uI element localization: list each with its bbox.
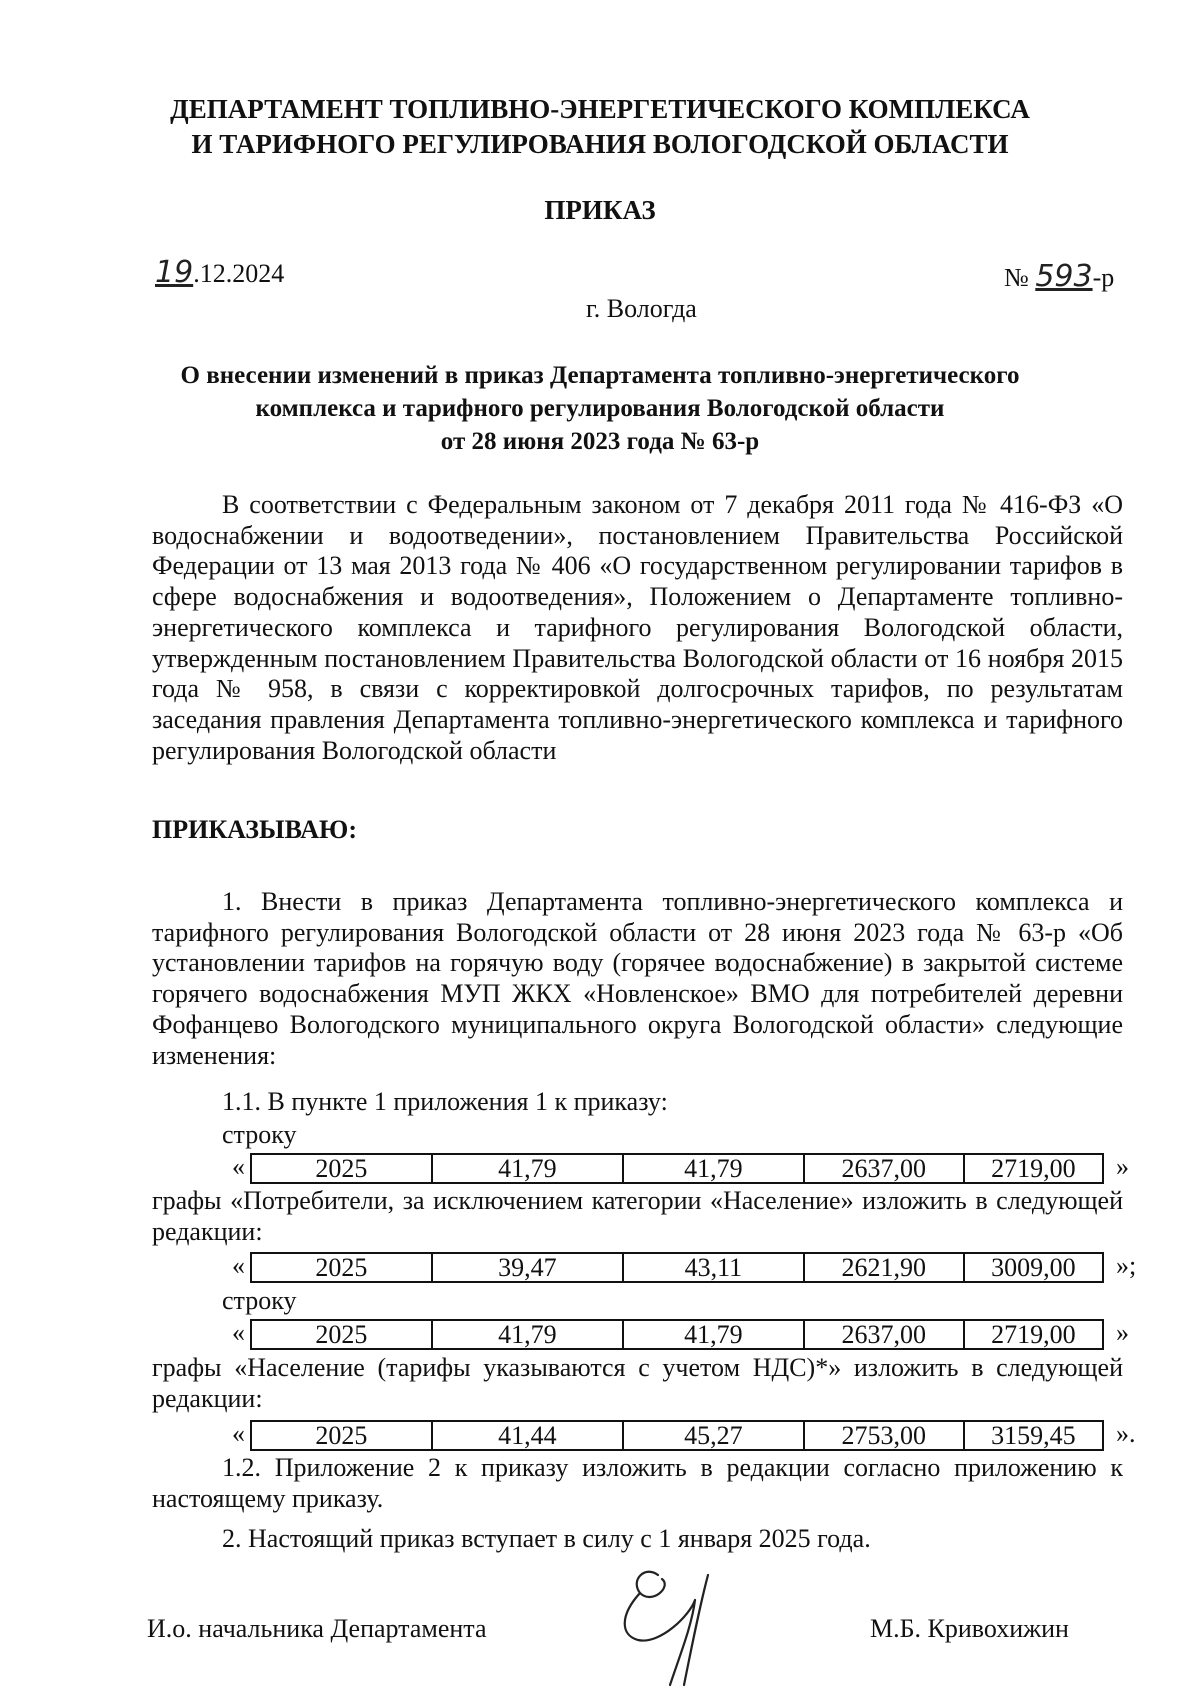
item-1-1: 1.1. В пункте 1 приложения 1 к приказу: — [222, 1087, 668, 1116]
table-cell: 41,44 — [432, 1421, 623, 1450]
table-3-close-quote: » — [1116, 1318, 1129, 1347]
department-name-line-2: И ТАРИФНОГО РЕГУЛИРОВАНИЯ ВОЛОГОДСКОЙ ОБЛАСТИ — [191, 129, 1009, 159]
row-word-1: строку — [222, 1120, 297, 1149]
tariff-table-old-population — [250, 1319, 1104, 1350]
table-2-close-quote: »; — [1116, 1251, 1137, 1280]
table-row — [251, 1154, 1103, 1183]
item-2-text: 2. Настоящий приказ вступает в силу с 1 января 2025 года. — [222, 1524, 871, 1553]
table-row — [251, 1320, 1103, 1349]
table-row — [251, 1253, 1103, 1282]
table-cell: 2637,00 — [804, 1154, 964, 1183]
table-cell: 2025 — [251, 1320, 432, 1349]
column-2-text: графы «Население (тарифы указываются с учетом НДС)*» изложить в следующей редакции: — [152, 1353, 1123, 1413]
table-cell: 41,79 — [623, 1320, 804, 1349]
tariff-table-new-population — [250, 1420, 1104, 1451]
column-2-paragraph — [152, 1353, 1123, 1414]
table-cell: 2621,90 — [804, 1253, 964, 1282]
order-title-line-2: комплекса и тарифного регулирования Вологодской области — [255, 395, 945, 422]
handwritten-number: 593 — [1035, 259, 1093, 294]
order-number-suffix: -р — [1092, 263, 1115, 292]
table-cell: 2719,00 — [964, 1320, 1103, 1349]
table-cell: 41,79 — [623, 1154, 804, 1183]
table-cell: 2719,00 — [964, 1154, 1103, 1183]
order-number — [1004, 259, 1115, 294]
table-1-close-quote: » — [1116, 1152, 1129, 1181]
column-1-text: графы «Потребители, за исключением категории «Население» изложить в следующей редакции: — [152, 1186, 1123, 1246]
table-2-open-quote: « — [232, 1251, 245, 1280]
item-1-paragraph — [152, 887, 1123, 1071]
row-word-2: строку — [222, 1286, 297, 1315]
table-row — [251, 1421, 1103, 1450]
order-number-prefix: № — [1004, 263, 1029, 292]
table-cell: 2753,00 — [804, 1421, 964, 1450]
table-cell: 2025 — [251, 1154, 432, 1183]
item-1-2-text: 1.2. Приложение 2 к приказу изложить в редакции согласно приложению к настоящему приказу. — [152, 1453, 1123, 1513]
table-4-close-quote: ». — [1116, 1419, 1136, 1448]
table-cell: 39,47 — [432, 1253, 623, 1282]
table-cell: 2637,00 — [804, 1320, 964, 1349]
preamble-text: В соответствии с Федеральным законом от 7 декабря 2011 года № 416-ФЗ «О водоснабжении и водоотведении», постановлением Правительства Российской Федерации от 13 мая 2013 года № 406 «О государственном регулировании тарифов в сфере водоснабжения и водоотведения», Положением о Департаменте топливно-энергетического комплекса и тарифного регулирования Вологодской области, утвержденным постановлением Правительства Вологодской области от 16 ноября 2015 года № 958, в связи с корректировкой долгосрочных тарифов, по результатам заседания правления Департамента топливно-энергетического комплекса и тарифного регулирования Вологодской области — [152, 490, 1123, 765]
signature-stroke — [625, 1572, 708, 1685]
order-date — [155, 255, 285, 290]
table-cell: 45,27 — [623, 1421, 804, 1450]
table-cell: 2025 — [251, 1253, 432, 1282]
order-date-month-year: .12.2024 — [193, 259, 285, 288]
table-1-open-quote: « — [232, 1152, 245, 1181]
city: г. Вологда — [586, 294, 697, 323]
table-cell: 41,79 — [432, 1320, 623, 1349]
table-cell: 3009,00 — [964, 1253, 1103, 1282]
signatory-position: И.о. начальника Департамента — [147, 1614, 487, 1643]
column-1-paragraph — [152, 1186, 1123, 1247]
table-cell: 2025 — [251, 1421, 432, 1450]
preamble-paragraph — [152, 490, 1123, 766]
order-title-line-3: от 28 июня 2023 года № 63-р — [440, 428, 760, 455]
tariff-table-new-consumers — [250, 1252, 1104, 1283]
order-word: ПРИКАЗЫВАЮ: — [152, 815, 357, 844]
table-3-open-quote: « — [232, 1318, 245, 1347]
table-cell: 41,79 — [432, 1154, 623, 1183]
tariff-table-old-consumers — [250, 1153, 1104, 1184]
department-name-line-1: ДЕПАРТАМЕНТ ТОПЛИВНО-ЭНЕРГЕТИЧЕСКОГО КОМПЛЕКСА — [170, 94, 1030, 124]
signatory-name: М.Б. Кривохижин — [870, 1614, 1069, 1643]
document-type: ПРИКАЗ — [544, 195, 656, 225]
table-cell: 3159,45 — [964, 1421, 1103, 1450]
order-title-line-1: О внесении изменений в приказ Департамента топливно-энергетического — [180, 362, 1020, 389]
handwritten-signature-image — [600, 1535, 780, 1695]
handwritten-day: 19 — [155, 255, 194, 290]
item-1-text: 1. Внести в приказ Департамента топливно-энергетического комплекса и тарифного регулирования Вологодской области от 28 июня 2023 года № 63-р «Об установлении тарифов на горячую воду (горячее водоснабжение) в закрытой системе горячего водоснабжения МУП ЖКХ «Новленское» ВМО для потребителей деревни Фофанцево Вологодского муниципального округа Вологодской области» следующие изменения: — [152, 887, 1123, 1070]
item-1-2-paragraph — [152, 1453, 1123, 1514]
table-4-open-quote: « — [232, 1419, 245, 1448]
table-cell: 43,11 — [623, 1253, 804, 1282]
